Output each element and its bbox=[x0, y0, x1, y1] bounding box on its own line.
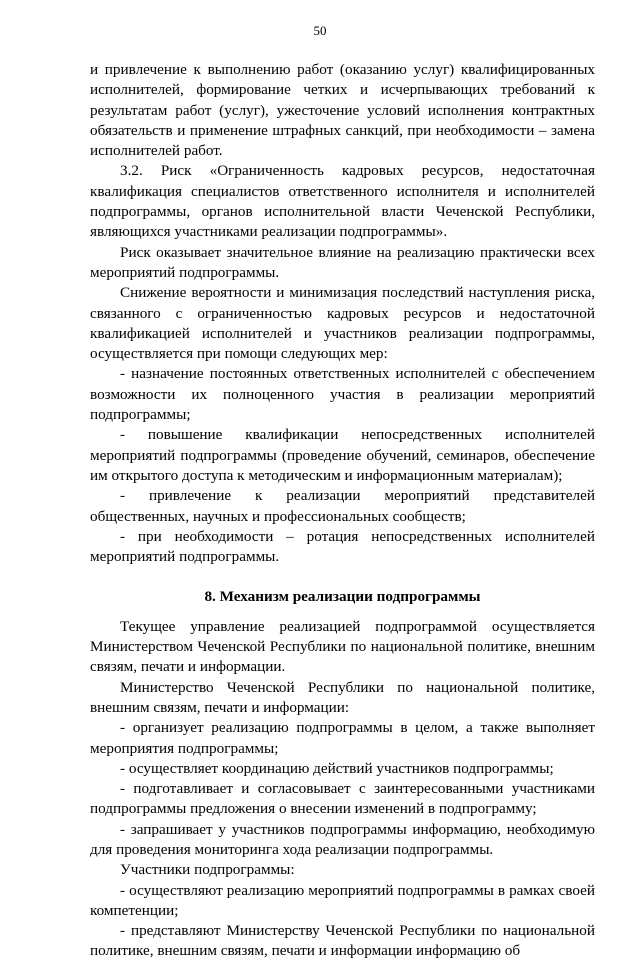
list-item: - организует реализацию подпрограммы в целом, а также выполняет мероприятия подпрограммы; bbox=[90, 719, 595, 757]
page-number: 50 bbox=[313, 23, 327, 38]
paragraph: Министерство Чеченской Республики по национальной политике, внешним связям, печати и информации: bbox=[90, 678, 595, 716]
paragraph: Снижение вероятности и минимизация последствий наступления риска, связанного с ограниченностью кадровых ресурсов и недостаточной квалификацией исполнителей и участников реализации подпрограммы, осуществляется при помощи следующих мер: bbox=[90, 284, 595, 363]
paragraph-risk-3-2: 3.2. Риск «Ограниченность кадровых ресурсов, недостаточная квалификация специалистов ответственного исполнителя и исполнителей подпрограммы, органов исполнительной власти Чеченской Республики, являющихся участниками реализации подпрограммы». bbox=[90, 162, 595, 241]
list-item: - осуществляют реализацию мероприятий подпрограммы в рамках своей компетенции; bbox=[90, 881, 595, 919]
list-item: - при необходимости – ротация непосредственных исполнителей мероприятий подпрограммы. bbox=[90, 527, 595, 566]
list-item: - подготавливает и согласовывает с заинтересованными участниками подпрограммы предложения о внесении изменений в подпрограмму; bbox=[90, 780, 595, 818]
list-item: - повышение квалификации непосредственных исполнителей мероприятий подпрограммы (проведение обучений, семинаров, обеспечение им открытого доступа к методическим и информационным материалам); bbox=[90, 426, 595, 484]
paragraph: Риск оказывает значительное влияние на реализацию практически всех мероприятий подпрограммы. bbox=[90, 243, 595, 281]
paragraph: Текущее управление реализацией подпрограммой осуществляется Министерством Чеченской Республики по национальной политике, внешним связям, печати и информации. bbox=[90, 617, 595, 676]
page-content bbox=[90, 60, 595, 962]
list-item: - представляют Министерству Чеченской Республики по национальной политике, внешним связям, печати и информации информацию об bbox=[90, 922, 595, 960]
paragraph: и привлечение к выполнению работ (оказанию услуг) квалифицированных исполнителей, формирование четких и исчерпывающих требований к результатам работ (услуг), ужесточение условий исполнения контрактных обязательств и применение штрафных санкций, при необходимости – замена исполнителей работ. bbox=[90, 61, 595, 160]
paragraph: Участники подпрограммы: bbox=[120, 861, 295, 879]
list-item: - назначение постоянных ответственных исполнителей с обеспечением возможности их полноценного участия в реализации мероприятий подпрограммы; bbox=[90, 365, 595, 424]
section-heading: 8. Механизм реализации подпрограммы bbox=[204, 588, 481, 606]
list-item: - осуществляет координацию действий участников подпрограммы; bbox=[120, 759, 554, 777]
list-item: - привлечение к реализации мероприятий представителей общественных, научных и профессиональных сообществ; bbox=[90, 487, 595, 525]
list-item: - запрашивает у участников подпрограммы информацию, необходимую для проведения мониторинга хода реализации подпрограммы. bbox=[90, 820, 595, 858]
